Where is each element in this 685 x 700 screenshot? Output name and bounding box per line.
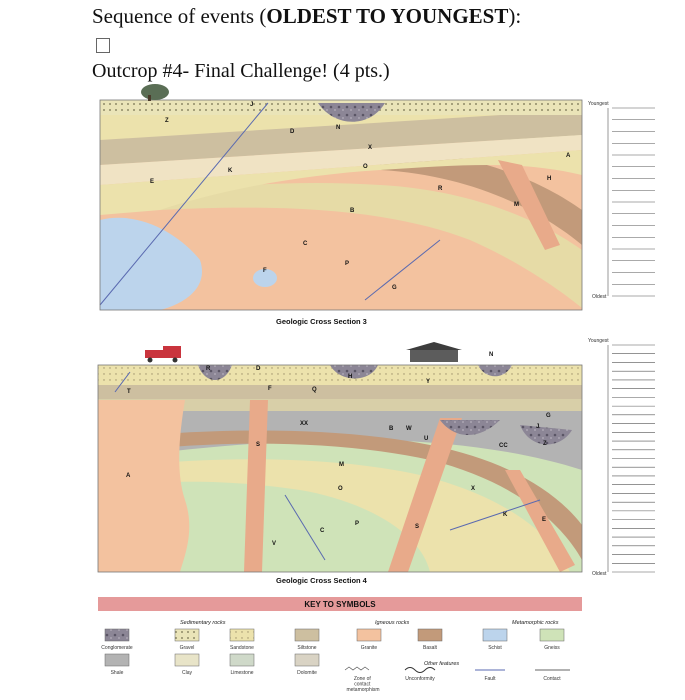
label-S-right: S [415,524,420,530]
title-prefix: Sequence of events ( [92,4,267,28]
key-to-symbols [98,597,582,693]
label-O: O [363,164,368,170]
cross-section-3 [100,84,582,310]
label-XX: XX [300,421,309,427]
swatch-basalt [418,629,442,641]
label-E: E [150,179,155,185]
label-M: M [339,462,344,468]
label-J: J [250,102,254,108]
label-U: U [424,436,429,442]
label-X: X [471,486,476,492]
label-G: G [392,285,397,291]
title-suffix: ): [508,4,522,28]
key-other: Other features [424,661,460,667]
label-R: R [438,186,443,192]
label-Z: Z [543,441,547,447]
section3-caption: Geologic Cross Section 3 [276,317,367,326]
house-icon [406,342,462,362]
section3-youngest: Youngest [588,101,609,107]
label-R: R [206,366,211,372]
key-feature-contact: Contact [543,676,561,682]
label-N: N [489,352,494,358]
section4-answer-lines [588,338,655,577]
label-S-left: S [256,442,261,448]
label-F: F [268,386,272,392]
key-label-conglomerate: Conglomerate [101,645,133,651]
swatch-shale [105,654,129,666]
label-C: C [320,528,325,534]
label-F: F [263,268,267,274]
cross-section-4 [98,342,582,572]
key-feature-fault: Fault [484,676,496,682]
key-feature-zone: Zone of contact metamorphism [346,676,380,693]
key-label-shale: Shale [110,670,124,676]
key-feature-unconformity: Unconformity [405,676,435,682]
symbol-unconformity [405,668,435,673]
swatch-limestone [230,654,254,666]
label-V: V [272,541,277,547]
label-Z: Z [165,118,169,124]
label-CC: CC [499,443,508,449]
key-label-siltstone: Siltstone [297,645,317,651]
key-sedimentary: Sedimentary rocks [180,620,226,626]
label-B: B [389,426,394,432]
key-label-gneiss: Gneiss [544,645,560,651]
section3-answer-lines [588,101,655,300]
key-label-granite: Granite [360,645,378,651]
label-P: P [345,261,350,267]
key-metamorphic: Metamorphic rocks [512,620,559,626]
label-J: J [536,424,540,430]
swatch-schist [483,629,507,641]
label-B: B [350,208,355,214]
swatch-dolomite [295,654,319,666]
label-E: E [542,517,547,523]
section4-oldest: Oldest [592,571,607,577]
section3-oldest: Oldest [592,294,607,300]
key-igneous: Igneous rocks [375,620,410,626]
title-bold: OLDEST TO YOUNGEST [266,4,509,28]
label-G: G [546,413,551,419]
label-C: C [303,241,308,247]
label-D: D [290,129,295,135]
key-label-clay: Clay [181,670,193,676]
swatch-siltstone [295,629,319,641]
label-X: X [368,145,373,151]
key-label-schist: Schist [488,645,502,651]
label-K: K [503,512,508,518]
label-H: H [348,374,353,380]
key-label-basalt: Basalt [423,645,437,651]
key-label-limestone: Limestone [230,670,254,676]
label-Y: Y [426,379,431,385]
label-K: K [228,168,233,174]
tree-icon [141,84,169,101]
label-O: O [338,486,343,492]
symbol-contact-zone [345,667,369,670]
label-M: M [514,202,519,208]
label-A: A [126,473,131,479]
key-label-sandstone: Sandstone [230,645,254,651]
section4-caption: Geologic Cross Section 4 [276,576,367,585]
label-W: W [406,426,412,432]
section4-youngest: Youngest [588,338,609,344]
truck-icon [145,346,181,363]
subtitle: Outcrop #4- Final Challenge! (4 pts.) [92,60,390,82]
swatch-granite [357,629,381,641]
label-T: T [127,389,131,395]
key-label-gravel: Gravel [179,645,195,651]
label-P: P [355,521,360,527]
swatch-sandstone [230,629,254,641]
swatch-conglomerate [105,629,129,641]
key-title: KEY TO SYMBOLS [304,600,376,609]
swatch-gravel [175,629,199,641]
key-label-dolomite: Dolomite [297,670,317,676]
label-Q: Q [312,387,317,393]
label-N: N [336,125,341,131]
swatch-clay [175,654,199,666]
label-H: H [547,176,552,182]
label-A: A [566,153,571,159]
swatch-gneiss [540,629,564,641]
label-D: D [256,366,261,372]
